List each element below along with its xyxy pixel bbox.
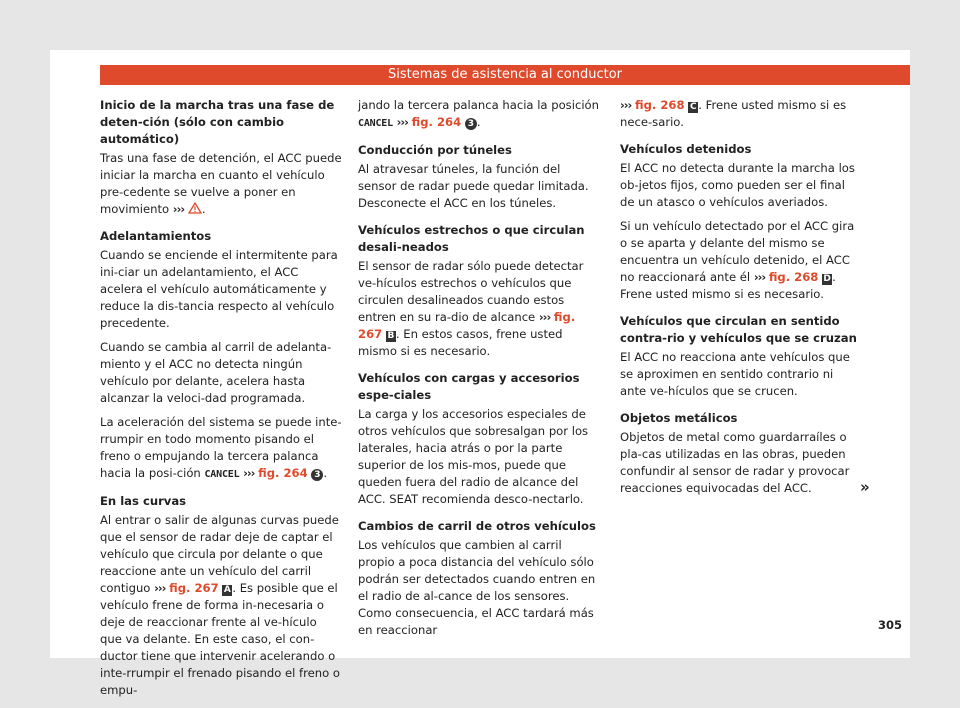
heading-adelantamientos: Adelantamientos: [100, 229, 212, 243]
callout-d: D: [823, 274, 831, 284]
column-3: [620, 97, 860, 504]
paragraph: El ACC no reacciona ante vehículos que se aproximen en sentido contrario ni ante ve-hículos que se crucen.: [620, 350, 850, 398]
callout-b: B: [387, 331, 395, 341]
ref-arrows: ›››: [538, 310, 551, 324]
ref-arrows: ›››: [396, 115, 408, 129]
column-1: [100, 97, 342, 706]
paragraph: La carga y los accesorios especiales de otros vehículos que sobresalgan por los laterales, hacia atrás o por la parte superior de los mis-mos, puede que queden fuera del radio de alcance del ACC. SEAT recomienda desco-nectarlo.: [358, 407, 589, 506]
heading-cargas-accesorios: Vehículos con cargas y accesorios espe-ciales: [358, 371, 580, 402]
ref-arrows: ›››: [154, 581, 166, 595]
fig-268-link[interactable]: fig. 268: [768, 270, 819, 284]
heading-curvas: En las curvas: [100, 494, 187, 508]
continue-mark: »: [860, 478, 870, 496]
fig-267-link[interactable]: fig. 267: [358, 310, 576, 341]
cancel-symbol: CANCEL: [204, 469, 240, 480]
ref-arrows: ›››: [243, 466, 255, 480]
heading-cambios-carril: Cambios de carril de otros vehículos: [358, 519, 596, 533]
page-number: 305: [878, 618, 903, 632]
callout-3: 3: [465, 118, 477, 130]
fig-264-link[interactable]: fig. 264: [258, 466, 308, 480]
fig-268-link[interactable]: fig. 268: [635, 98, 685, 112]
heading-inicio-marcha: Inicio de la marcha tras una fase de deten-ción (sólo con cambio automático): [100, 98, 335, 146]
paragraph: Si un vehículo detectado por el ACC gira o se aparta y delante del mismo se encuentra un vehículo detenido, el ACC no reaccionará ante él ››› fig. 268 D. Frene usted mismo si es necesario.: [620, 219, 855, 301]
callout-a: A: [223, 585, 231, 595]
manual-page: [50, 50, 910, 697]
paragraph: Al atravesar túneles, la función del sensor de radar puede quedar limitada. Desconecte el ACC en los túneles.: [358, 162, 589, 210]
heading-sentido-contrario: Vehículos que circulan en sentido contra-rio y vehículos que se cruzan: [620, 314, 857, 345]
cancel-symbol: CANCEL: [358, 118, 393, 129]
ref-arrows: ›››: [620, 98, 632, 112]
ref-arrows: ›››: [753, 270, 766, 284]
heading-tuneles: Conducción por túneles: [358, 143, 512, 157]
heading-vehiculos-estrechos: Vehículos estrechos o que circulan desali-neados: [358, 223, 585, 254]
paragraph: Cuando se cambia al carril de adelanta-miento y el ACC no detecta ningún vehículo por delante, acelera hasta alcanzar la veloci-dad programada.: [100, 340, 332, 405]
fig-264-link[interactable]: fig. 264: [411, 115, 462, 129]
paragraph: Objetos de metal como guardarraíles o pla-cas utilizadas en las obras, pueden confundir al sensor de radar y provocar reacciones equivocadas del ACC.: [620, 430, 850, 495]
callout-c: C: [689, 102, 697, 112]
warning-icon[interactable]: [188, 202, 202, 214]
fig-267-link[interactable]: fig. 267: [169, 581, 219, 595]
paragraph: Cuando se enciende el intermitente para ini-ciar un adelantamiento, el ACC acelera el vehículo automáticamente y reduce la dis-tancia respecto al vehículo precedente.: [100, 248, 338, 330]
paragraph: El sensor de radar sólo puede detectar ve-hículos estrechos o vehículos que circulen desalineados cuando estos entren en su ra-dio de alcance ››› fig. 267 B . En estos casos, frene usted mismo si es necesario.: [358, 259, 584, 358]
paragraph: ››› fig. 268 C . Frene usted mismo si es nece-sario.: [620, 98, 847, 129]
paragraph: La aceleración del sistema se puede inte-rrumpir en todo momento pisando el freno o empujando la tercera palanca hacia la posi-ción CANCEL ››› fig. 264 3 .: [100, 415, 342, 480]
paragraph: jando la tercera palanca hacia la posición CANCEL ››› fig. 264 3 .: [358, 98, 599, 129]
paragraph: Al entrar o salir de algunas curvas puede que el sensor de radar deje de captar el vehículo que circula por delante o que reaccione ante un vehículo del carril contiguo ››› fig. 267 A . Es posible que el vehículo frene de forma in-necesaria o deje de reaccionar frente al ve-hículo que va delante. En este caso, el con-ductor tiene que intervenir acelerando o inte-rrumpir el frenado pisando el freno o empu-: [100, 513, 340, 697]
ref-arrows: ›››: [172, 202, 185, 216]
paragraph: El ACC no detecta durante la marcha los ob-jetos fijos, como pueden ser el final de un atasco o vehículos averiados.: [620, 161, 855, 209]
section-title: Sistemas de asistencia al conductor: [387, 67, 623, 82]
section-header: [100, 65, 910, 85]
column-2: [358, 97, 600, 646]
heading-vehiculos-detenidos: Vehículos detenidos: [620, 142, 752, 156]
paragraph: Los vehículos que cambien al carril propio a poca distancia del vehículo sólo podrán ser detectados cuando entren en el radio de al-cance de los sensores. Como consecuencia, el ACC tardará más en reaccionar: [358, 538, 596, 637]
heading-objetos-metalicos: Objetos metálicos: [620, 411, 738, 425]
paragraph: Tras una fase de detención, el ACC puede iniciar la marcha en cuanto el vehículo pre-cedente se vuelve a poner en movimiento ››› .: [100, 151, 342, 216]
callout-3: 3: [311, 469, 323, 481]
